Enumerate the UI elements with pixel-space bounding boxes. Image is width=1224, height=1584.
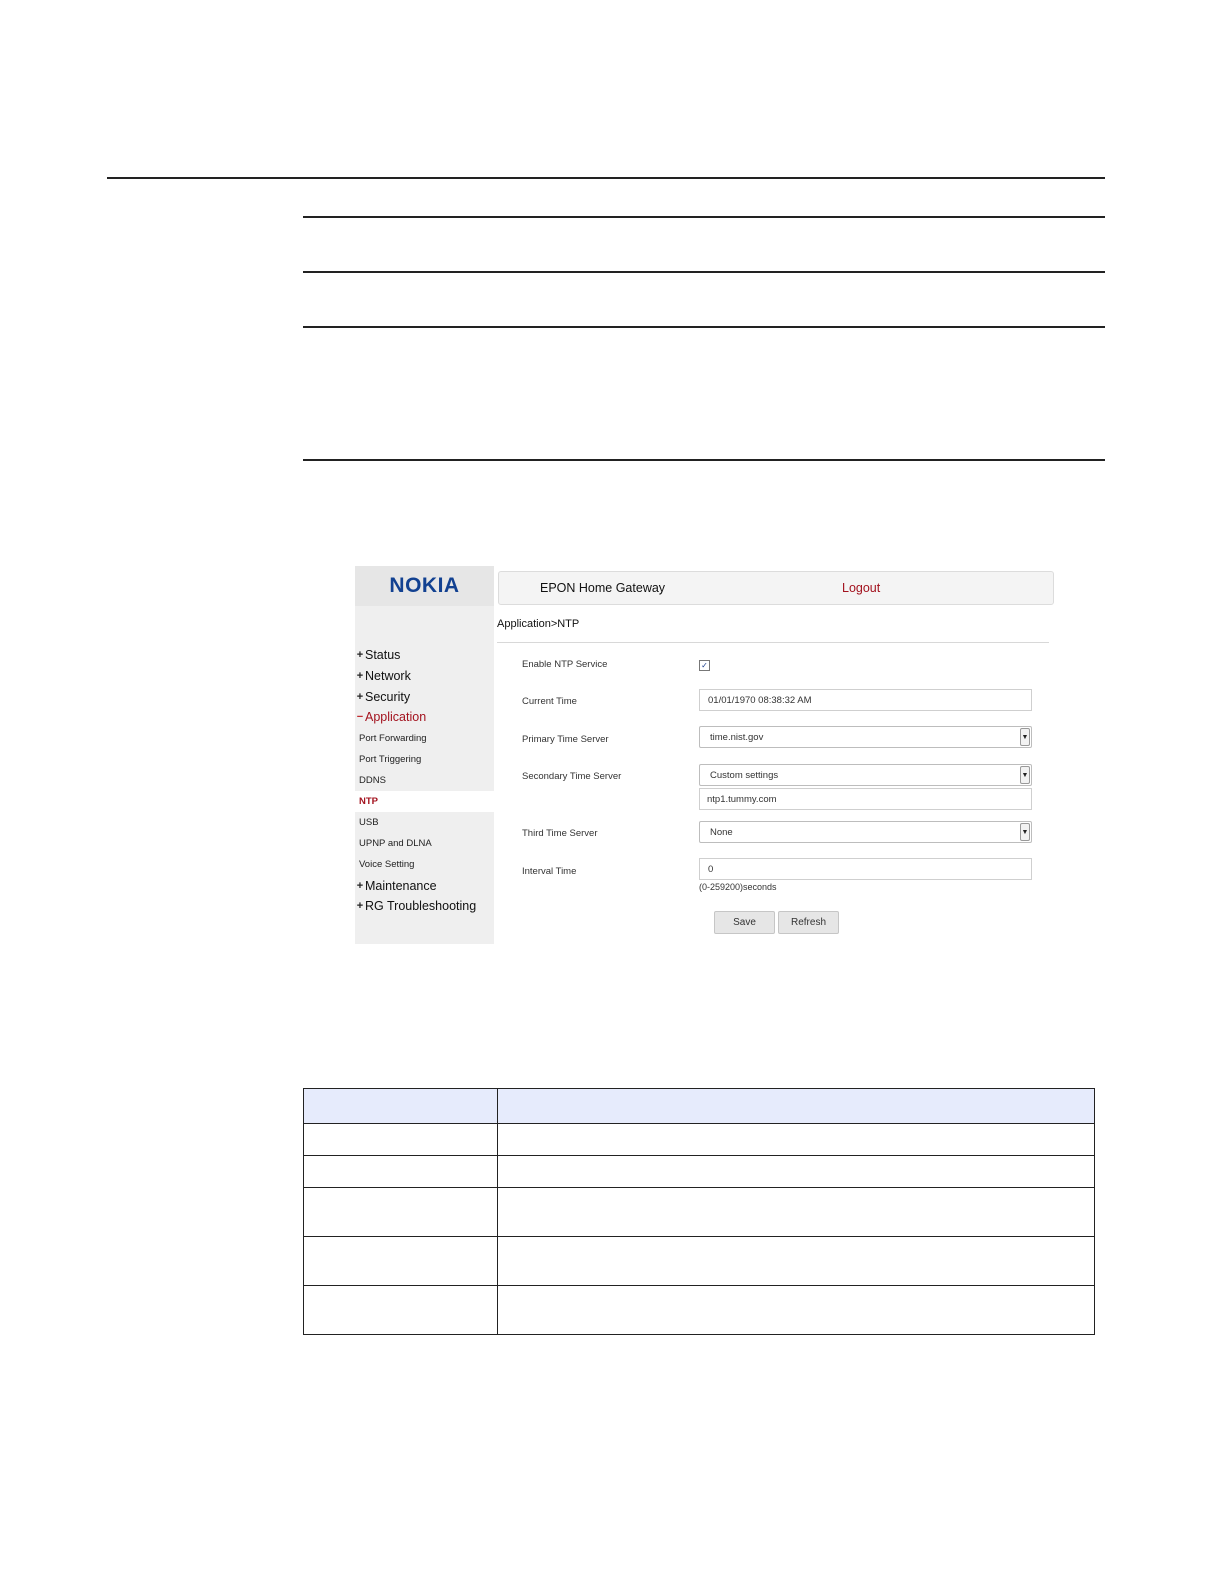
table-cell bbox=[304, 1124, 498, 1156]
checkmark-icon: ✓ bbox=[701, 661, 708, 670]
gateway-screenshot bbox=[355, 566, 1055, 944]
menu-label: Maintenance bbox=[365, 879, 437, 893]
submenu-ddns[interactable]: DDNS bbox=[359, 774, 386, 786]
page-top-rule bbox=[107, 177, 1105, 179]
enable-ntp-checkbox[interactable] bbox=[699, 660, 710, 671]
expand-plus-icon: + bbox=[356, 691, 364, 703]
table-cell bbox=[498, 1286, 1095, 1335]
interval-time-field[interactable]: 0 bbox=[699, 858, 1032, 880]
expand-plus-icon: + bbox=[356, 880, 364, 892]
current-time-field[interactable]: 01/01/1970 08:38:32 AM bbox=[699, 689, 1032, 711]
primary-time-server-select[interactable] bbox=[699, 726, 1032, 748]
menu-label: Security bbox=[365, 690, 411, 704]
menu-security[interactable] bbox=[355, 687, 410, 707]
menu-label: Network bbox=[365, 669, 411, 683]
brand-text: NOKIA bbox=[389, 574, 460, 597]
table-row bbox=[304, 1124, 1095, 1156]
menu-label: Application bbox=[365, 710, 427, 724]
section-rule-1 bbox=[303, 216, 1105, 218]
current-time-label: Current Time bbox=[522, 696, 577, 707]
primary-time-server-value: time.nist.gov bbox=[710, 731, 764, 743]
dropdown-arrow-icon: ▼ bbox=[1020, 728, 1030, 746]
menu-label: RG Troubleshooting bbox=[365, 899, 477, 913]
menu-network[interactable] bbox=[355, 666, 411, 686]
secondary-time-server-value: Custom settings bbox=[710, 769, 779, 781]
refresh-button[interactable]: Refresh bbox=[778, 911, 839, 934]
logout-link[interactable]: Logout bbox=[842, 581, 881, 595]
menu-maintenance[interactable] bbox=[355, 876, 437, 896]
breadcrumb: Application>NTP bbox=[497, 618, 580, 630]
expand-plus-icon: + bbox=[356, 649, 364, 661]
submenu-voice-setting[interactable]: Voice Setting bbox=[359, 858, 415, 870]
section-rule-4 bbox=[303, 459, 1105, 461]
table-cell bbox=[304, 1286, 498, 1335]
secondary-time-server-select[interactable] bbox=[699, 764, 1032, 786]
save-button[interactable]: Save bbox=[714, 911, 775, 934]
header-title: EPON Home Gateway bbox=[540, 581, 666, 595]
enable-ntp-label: Enable NTP Service bbox=[522, 659, 608, 670]
secondary-custom-server-field[interactable]: ntp1.tummy.com bbox=[699, 788, 1032, 810]
table-row bbox=[304, 1237, 1095, 1286]
table-cell bbox=[498, 1156, 1095, 1188]
expand-plus-icon: + bbox=[356, 900, 364, 912]
dropdown-arrow-icon: ▼ bbox=[1020, 823, 1030, 841]
table-cell bbox=[304, 1237, 498, 1286]
submenu-upnp-dlna[interactable]: UPNP and DLNA bbox=[359, 837, 432, 849]
primary-time-server-label: Primary Time Server bbox=[522, 734, 609, 745]
breadcrumb-divider bbox=[497, 642, 1049, 643]
submenu-usb[interactable]: USB bbox=[359, 816, 379, 828]
table-header-cell bbox=[304, 1089, 498, 1124]
section-rule-3 bbox=[303, 326, 1105, 328]
dropdown-arrow-icon: ▼ bbox=[1020, 766, 1030, 784]
table-cell bbox=[304, 1156, 498, 1188]
section-rule-2 bbox=[303, 271, 1105, 273]
table-header-row bbox=[304, 1089, 1095, 1124]
submenu-ntp[interactable]: NTP bbox=[359, 795, 378, 807]
header-bar bbox=[498, 571, 1054, 605]
table-cell bbox=[498, 1188, 1095, 1237]
table-row bbox=[304, 1286, 1095, 1335]
third-time-server-value: None bbox=[710, 826, 733, 838]
submenu-port-forwarding[interactable]: Port Forwarding bbox=[359, 732, 427, 744]
secondary-time-server-label: Secondary Time Server bbox=[522, 771, 622, 782]
expand-plus-icon: + bbox=[356, 670, 364, 682]
interval-time-label: Interval Time bbox=[522, 866, 577, 877]
table-header-cell bbox=[498, 1089, 1095, 1124]
parameter-table bbox=[303, 1088, 1095, 1335]
submenu-port-triggering[interactable]: Port Triggering bbox=[359, 753, 422, 765]
menu-rg-troubleshooting[interactable] bbox=[355, 896, 476, 916]
third-time-server-label: Third Time Server bbox=[522, 828, 598, 839]
sidebar bbox=[355, 566, 494, 944]
table-cell bbox=[498, 1237, 1095, 1286]
nokia-logo bbox=[355, 566, 494, 606]
table-cell bbox=[498, 1124, 1095, 1156]
interval-range-hint: (0-259200)seconds bbox=[699, 882, 777, 892]
collapse-minus-icon: − bbox=[356, 711, 364, 723]
menu-status[interactable] bbox=[355, 645, 400, 665]
table-row bbox=[304, 1156, 1095, 1188]
table-row bbox=[304, 1188, 1095, 1237]
table-cell bbox=[304, 1188, 498, 1237]
menu-application[interactable] bbox=[355, 707, 426, 727]
third-time-server-select[interactable] bbox=[699, 821, 1032, 843]
menu-label: Status bbox=[365, 648, 401, 662]
